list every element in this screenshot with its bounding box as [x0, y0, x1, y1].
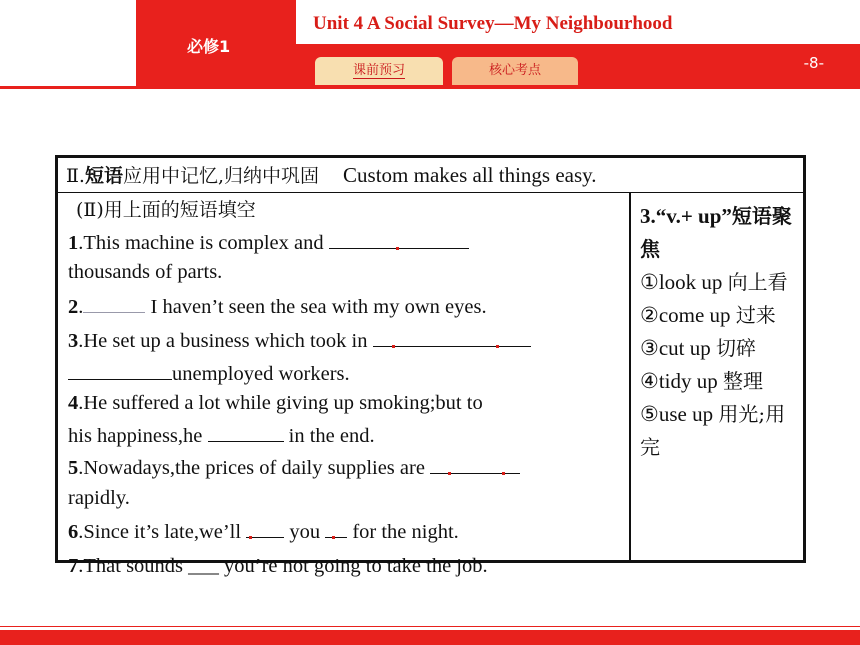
- item-text: in the end.: [283, 424, 375, 447]
- exercise-item-1: [68, 226, 624, 259]
- item-number: 7: [68, 554, 79, 577]
- item-text: .Since it’s late,we’ll: [78, 521, 247, 543]
- box-motto: Custom makes all things easy.: [343, 163, 597, 187]
- footer-divider: [0, 626, 860, 627]
- header-divider: [0, 86, 860, 89]
- item-text: .: [78, 295, 84, 318]
- exercise-column: [68, 196, 624, 581]
- exercise-item-1-cont: thousands of parts.: [68, 261, 223, 283]
- phrase-column: [640, 200, 800, 464]
- footer-bar: [0, 630, 860, 645]
- item-text: .This machine is complex and: [78, 231, 329, 254]
- phrase-item-2: ②come up 过来: [640, 303, 776, 327]
- column-divider: [629, 193, 631, 560]
- item-number: 2: [68, 295, 79, 318]
- phrase-heading-cn: 短语聚焦: [640, 204, 792, 261]
- item-text: .He suffered a lot while giving up smoking;but to: [78, 392, 483, 414]
- item-text: for the night.: [347, 521, 459, 543]
- page-number: -8-: [803, 54, 824, 72]
- book-badge: 必修1: [187, 37, 231, 56]
- item-number: 3: [68, 330, 79, 352]
- item-text: his happiness,he: [68, 424, 208, 447]
- exercise-item-2: [68, 290, 624, 323]
- exercise-item-4-cont: [68, 419, 624, 452]
- phrase-heading: [640, 200, 800, 266]
- item-number: 5: [68, 457, 79, 479]
- exercise-box: [55, 155, 806, 577]
- answer-blank[interactable]: [325, 515, 347, 538]
- exercise-item-5: [68, 451, 624, 484]
- answer-blank[interactable]: [68, 357, 172, 380]
- item-number: 6: [68, 521, 79, 543]
- tab-preview[interactable]: [315, 57, 443, 85]
- item-text: unemployed workers.: [172, 362, 350, 385]
- answer-blank[interactable]: [246, 515, 284, 538]
- exercise-item-4: [68, 389, 624, 419]
- exercise-item-5-cont: rapidly.: [68, 486, 130, 509]
- item-text: .That sounds ___ you’re not going to take the job.: [78, 554, 488, 577]
- exercise-subtitle: (Ⅱ)用上面的短语填空: [76, 199, 256, 221]
- exercise-item-3: [68, 324, 624, 357]
- box-title-rest: 应用中记忆,归纳中巩固: [122, 165, 320, 187]
- answer-blank[interactable]: [83, 290, 145, 313]
- exercise-item-3-cont: [68, 357, 624, 390]
- answer-blank[interactable]: [430, 451, 520, 474]
- phrase-heading-en: 3.“v.+ up”: [640, 204, 732, 228]
- item-text: .Nowadays,the prices of daily supplies are: [78, 457, 431, 479]
- exercise-item-7: [68, 552, 624, 582]
- box-title-bold: 短语: [84, 165, 123, 187]
- unit-title: Unit 4 A Social Survey—My Neighbourhood: [313, 13, 673, 34]
- answer-blank[interactable]: [373, 324, 531, 347]
- item-number: 1: [68, 231, 79, 254]
- answer-blank[interactable]: [329, 226, 469, 249]
- phrase-item-5: ⑤use up 用光;用完: [640, 402, 786, 459]
- answer-blank[interactable]: [208, 419, 284, 442]
- box-title-prefix: Ⅱ.: [66, 165, 85, 187]
- phrase-item-3: ③cut up 切碎: [640, 336, 756, 360]
- phrase-item-4: ④tidy up 整理: [640, 369, 763, 393]
- phrase-item-1: ①look up 向上看: [640, 270, 788, 294]
- box-title: [58, 158, 803, 193]
- item-number: 4: [68, 392, 79, 414]
- item-text: .He set up a business which took in: [78, 330, 373, 352]
- item-text: I haven’t seen the sea with my own eyes.: [145, 295, 487, 318]
- tab-preview-label: 课前预习: [352, 63, 405, 78]
- tab-key-points[interactable]: [452, 57, 578, 85]
- tab-key-points-label: 核心考点: [488, 63, 541, 78]
- item-text: you: [284, 521, 326, 543]
- exercise-item-6: [68, 515, 624, 548]
